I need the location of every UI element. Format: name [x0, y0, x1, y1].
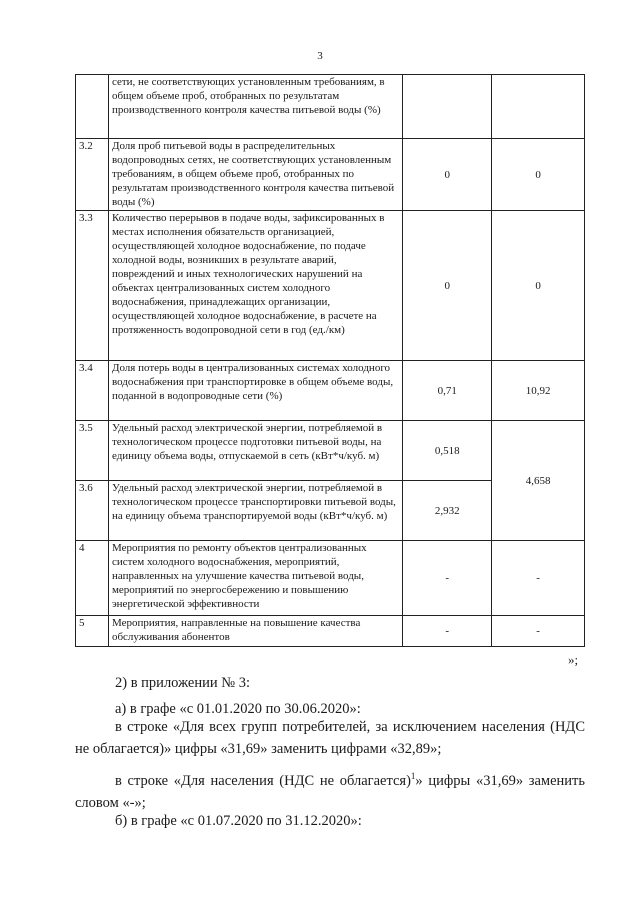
row-description: Удельный расход электрической энергии, потребляемой в технологическом процессе транспортировки питьевой воды, на единицу объема транспортируемой воды (кВт*ч/куб. м) [108, 481, 402, 541]
row-description: Мероприятия по ремонту объектов централизованных систем холодного водоснабжения, мероприятий, направленных на улучшение качества питьевой воды, мероприятий по энергосбережению и повышению энергетической эффективности [108, 541, 402, 616]
row-value-2-merged: 4,658 [492, 421, 585, 541]
paragraph-text: » цифры «31,69» заменить словом «-»; [75, 772, 585, 811]
row-value-2: 10,92 [492, 361, 585, 421]
indicators-table [75, 74, 585, 647]
row-description: Доля потерь воды в централизованных системах холодного водоснабжения при транспортировке в общем объеме воды, поданной в водопроводные сети (%) [108, 361, 402, 421]
row-value-1 [403, 75, 492, 139]
paragraph-text: в строке «Для населения (НДС не облагается) [115, 772, 411, 789]
row-value-2: - [492, 616, 585, 647]
row-value-1: - [403, 616, 492, 647]
row-description: Мероприятия, направленные на повышение качества обслуживания абонентов [108, 616, 402, 647]
row-number [76, 75, 109, 139]
table-row [76, 211, 585, 361]
row-value-1: 2,932 [403, 481, 492, 541]
row-number: 3.5 [76, 421, 109, 481]
row-value-1: 0 [403, 139, 492, 211]
paragraph-column-b: б) в графе «с 01.07.2020 по 31.12.2020»: [115, 813, 362, 829]
row-value-2: 0 [492, 211, 585, 361]
paragraph-row-population [75, 765, 585, 814]
paragraph-row-all-groups: в строке «Для всех групп потребителей, за исключением населения (НДС не облагается)» цифры «31,69» заменить цифрами «32,89»; [75, 719, 585, 757]
closing-quote: »; [568, 652, 579, 667]
row-number: 5 [76, 616, 109, 647]
page-number: 3 [317, 50, 323, 62]
row-description: Количество перерывов в подаче воды, зафиксированных в местах исполнения обязательств организацией, осуществляющей холодное водоснабжение, по подаче холодной воды, возникших в результате аварий, повреждений и иных технологических нарушений на объектах централизованных систем холодного водоснабжения, принадлежащих организации, осуществляющей холодное водоснабжение, в расчете на протяженность водопроводной сети в год (ед./км) [108, 211, 402, 361]
row-value-1: 0 [403, 211, 492, 361]
table-row [76, 421, 585, 481]
row-description: Доля проб питьевой воды в распределительных водопроводных сетях, не соответствующих установленным требованиям, в общем объеме проб, отобранных по результатам производственного контроля качества питьевой воды (%) [108, 139, 402, 211]
paragraph-column-a: а) в графе «с 01.01.2020 по 30.06.2020»: [115, 701, 361, 717]
row-value-2: - [492, 541, 585, 616]
table-row [76, 361, 585, 421]
table-row [76, 139, 585, 211]
row-value-1: - [403, 541, 492, 616]
row-value-1: 0,71 [403, 361, 492, 421]
row-number: 3.3 [76, 211, 109, 361]
table-row [76, 541, 585, 616]
table-row [76, 75, 585, 139]
table-row [76, 616, 585, 647]
row-value-2: 0 [492, 139, 585, 211]
row-number: 3.2 [76, 139, 109, 211]
row-value-2 [492, 75, 585, 139]
row-description: Удельный расход электрической энергии, потребляемой в технологическом процессе подготовки питьевой воды, на единицу объема воды, отпускаемой в сеть (кВт*ч/куб. м) [108, 421, 402, 481]
footnote-mark: 1 [410, 771, 416, 781]
row-number: 3.6 [76, 481, 109, 541]
row-number: 4 [76, 541, 109, 616]
row-value-1: 0,518 [403, 421, 492, 481]
paragraph-appendix: 2) в приложении № 3: [115, 675, 250, 691]
row-number: 3.4 [76, 361, 109, 421]
row-description: сети, не соответствующих установленным требованиям, в общем объеме проб, отобранных по результатам производственного контроля качества питьевой воды (%) [108, 75, 402, 139]
